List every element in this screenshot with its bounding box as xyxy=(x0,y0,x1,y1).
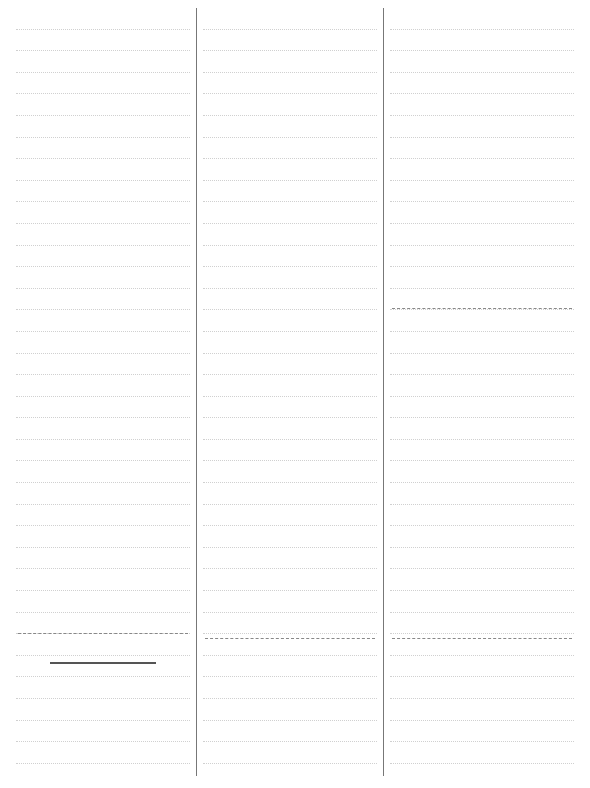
text-line xyxy=(16,202,190,224)
text-line xyxy=(390,310,574,332)
text-line xyxy=(203,591,377,613)
text-line xyxy=(203,202,377,224)
text-line xyxy=(16,418,190,440)
column-middle xyxy=(196,8,384,776)
text-line xyxy=(203,51,377,73)
text-line xyxy=(390,246,574,268)
text-line xyxy=(390,483,574,505)
text-line xyxy=(203,483,377,505)
column-middle-lines xyxy=(203,8,377,776)
text-line xyxy=(203,764,377,776)
text-line xyxy=(390,721,574,743)
text-line xyxy=(16,289,190,311)
text-line xyxy=(390,332,574,354)
text-line xyxy=(203,138,377,160)
text-line xyxy=(16,677,190,699)
text-line xyxy=(16,246,190,268)
text-line xyxy=(16,505,190,527)
text-line xyxy=(390,202,574,224)
text-line xyxy=(203,418,377,440)
text-line xyxy=(203,116,377,138)
text-line xyxy=(390,73,574,95)
text-line xyxy=(390,181,574,203)
text-line xyxy=(203,656,377,678)
text-line xyxy=(203,721,377,743)
text-line xyxy=(203,159,377,181)
text-line xyxy=(390,267,574,289)
text-line xyxy=(203,332,377,354)
text-line xyxy=(203,677,377,699)
text-line xyxy=(390,94,574,116)
three-column-layout xyxy=(10,8,580,776)
text-line xyxy=(203,397,377,419)
text-line xyxy=(390,591,574,613)
text-line xyxy=(16,94,190,116)
text-line xyxy=(390,569,574,591)
text-line xyxy=(16,159,190,181)
text-line xyxy=(390,461,574,483)
text-line xyxy=(16,267,190,289)
text-line xyxy=(390,742,574,764)
text-line xyxy=(203,440,377,462)
text-line xyxy=(390,526,574,548)
text-line xyxy=(390,440,574,462)
text-line xyxy=(203,181,377,203)
text-line xyxy=(390,764,574,776)
section-heading-underline xyxy=(50,640,156,664)
text-line xyxy=(203,742,377,764)
text-line xyxy=(16,397,190,419)
text-line xyxy=(16,461,190,483)
column-left xyxy=(10,8,196,776)
text-line xyxy=(16,613,190,635)
text-line xyxy=(203,246,377,268)
text-line xyxy=(203,310,377,332)
text-line xyxy=(203,73,377,95)
text-line xyxy=(390,656,574,678)
text-line xyxy=(203,699,377,721)
text-line xyxy=(16,569,190,591)
text-line xyxy=(203,461,377,483)
text-line xyxy=(16,483,190,505)
text-line xyxy=(203,548,377,570)
text-line xyxy=(16,116,190,138)
text-line xyxy=(390,505,574,527)
text-line xyxy=(16,375,190,397)
text-line xyxy=(390,548,574,570)
text-line xyxy=(16,548,190,570)
column-right xyxy=(384,8,580,776)
text-line xyxy=(390,397,574,419)
text-line xyxy=(16,181,190,203)
text-line xyxy=(390,8,574,30)
column-right-separator-rule xyxy=(392,638,572,639)
text-line xyxy=(203,289,377,311)
text-line xyxy=(16,591,190,613)
text-line xyxy=(16,138,190,160)
text-line xyxy=(390,224,574,246)
text-line xyxy=(16,224,190,246)
column-left-separator-rule xyxy=(18,633,188,634)
text-line xyxy=(390,30,574,52)
text-line xyxy=(390,677,574,699)
text-line xyxy=(16,8,190,30)
text-line xyxy=(203,354,377,376)
text-line xyxy=(203,613,377,635)
text-line xyxy=(390,375,574,397)
column-right-separator-rule xyxy=(392,308,572,309)
text-line xyxy=(16,742,190,764)
text-line xyxy=(390,159,574,181)
text-line xyxy=(203,375,377,397)
text-line xyxy=(390,699,574,721)
text-line xyxy=(16,526,190,548)
text-line xyxy=(16,73,190,95)
text-line xyxy=(203,505,377,527)
text-line xyxy=(203,224,377,246)
text-line xyxy=(203,526,377,548)
text-line xyxy=(390,138,574,160)
text-line xyxy=(203,8,377,30)
column-right-lines xyxy=(390,8,574,776)
text-line xyxy=(203,267,377,289)
text-line xyxy=(16,440,190,462)
text-line xyxy=(16,51,190,73)
text-line xyxy=(16,332,190,354)
text-line xyxy=(203,30,377,52)
text-line xyxy=(203,569,377,591)
column-middle-separator-rule xyxy=(205,638,375,639)
text-line xyxy=(16,699,190,721)
text-line xyxy=(390,418,574,440)
text-line xyxy=(16,721,190,743)
text-line xyxy=(16,30,190,52)
text-line xyxy=(16,310,190,332)
text-line xyxy=(390,116,574,138)
text-line xyxy=(390,354,574,376)
text-line xyxy=(390,51,574,73)
text-line xyxy=(16,354,190,376)
text-line xyxy=(390,613,574,635)
text-line xyxy=(16,764,190,776)
text-line xyxy=(203,94,377,116)
